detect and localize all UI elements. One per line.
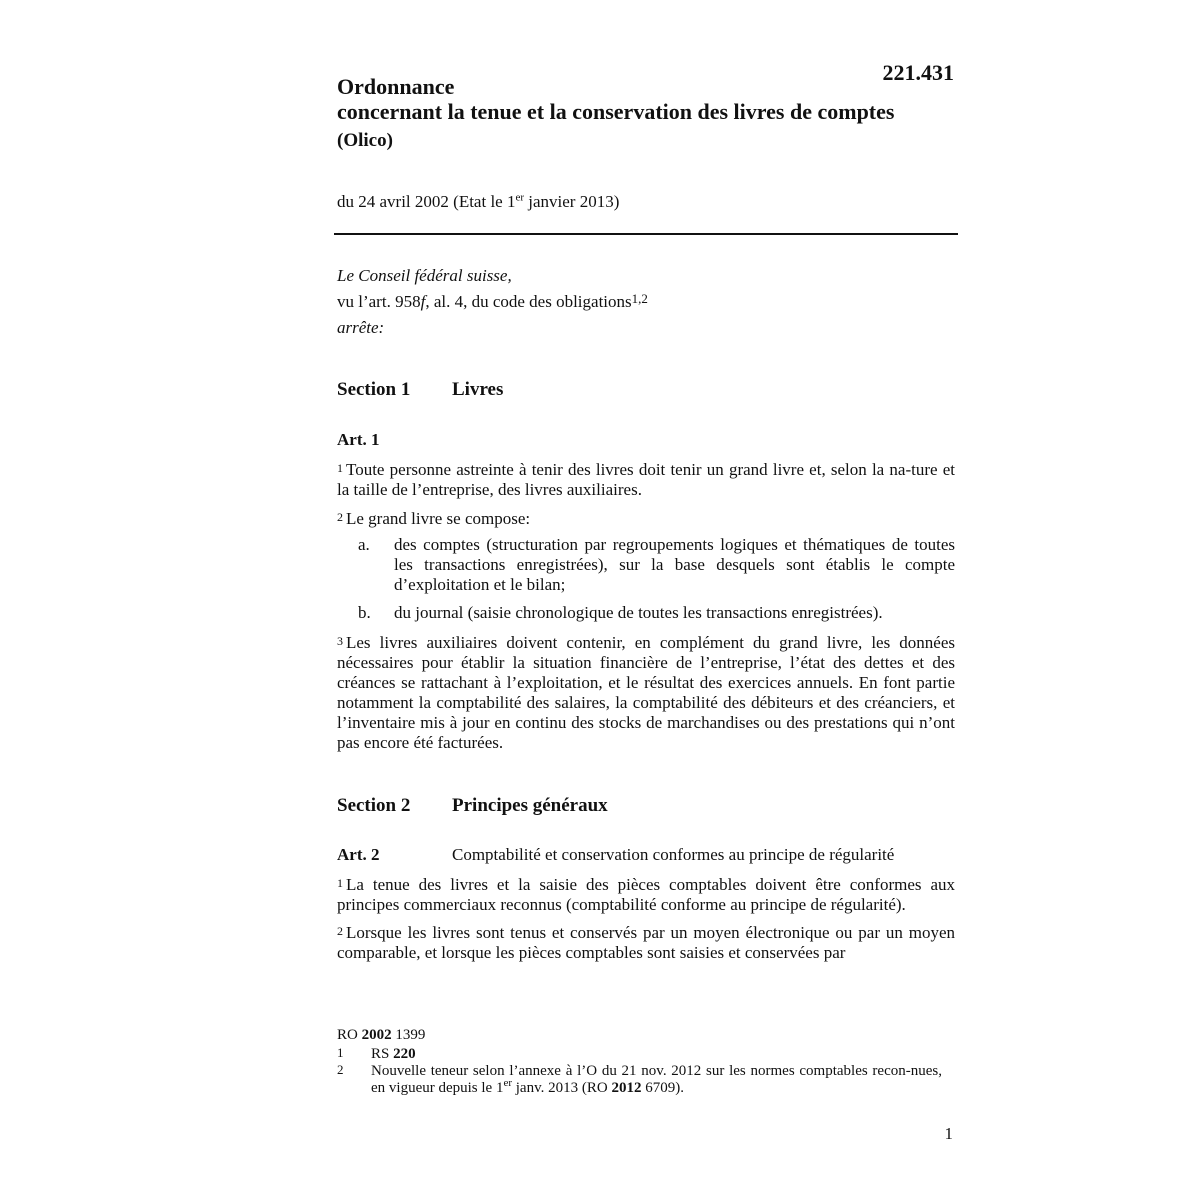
document-page: [337, 0, 957, 1200]
article-2-paragraph-1: 1 La tenue des livres et la saisie des pièces comptables doivent être conformes aux principes commerciaux reconnus (comptabilité conforme au principe de régularité).: [337, 875, 955, 914]
header-divider: [334, 233, 958, 235]
footnote-reference[interactable]: 1,2: [631, 291, 648, 306]
preamble-legal-basis: vu l’art. 958f, al. 4, du code des obligations$^{1,2}$: [337, 291, 648, 311]
preamble: [337, 263, 648, 341]
article-1-paragraph-2: 2 Le grand livre se compose:: [337, 509, 531, 528]
footnote-2: 2 Nouvelle teneur selon l’annexe à l’O du 21 nov. 2012 sur les normes comptables recon-nues, en vigueur depuis le 1er janv. 2013 (RO 2012 6709).: [337, 1062, 942, 1096]
list-item-a: a. des comptes (structuration par regroupements logiques et thématiques de toutes les transactions enregistrées), sur la base desquels sont établis le compte d’exploitation et le bilan;: [358, 535, 955, 594]
footnote-1: 1 RS 220: [337, 1045, 416, 1062]
article-2-paragraph-2: 2 Lorsque les livres sont tenus et conservés par un moyen électronique ou par un moyen comparable, et lorsque les pièces comptables sont saisies et conservées par: [337, 923, 955, 962]
article-2-title: Comptabilité et conservation conformes au principe de régularité: [452, 845, 895, 864]
title-line-2: concernant la tenue et la conservation des livres de comptes: [337, 99, 895, 124]
preamble-authority: Le Conseil fédéral suisse,: [337, 266, 512, 285]
list-item-b: b. du journal (saisie chronologique de toutes les transactions enregistrées).: [358, 603, 883, 622]
section-1-heading: Section 1 Livres: [337, 379, 504, 400]
article-1-heading: Art. 1: [337, 430, 380, 449]
article-1-paragraph-1: 1 Toute personne astreinte à tenir des livres doit tenir un grand livre et, selon la na-ture et la taille de l’entreprise, des livres auxiliaires.: [337, 460, 955, 499]
footnotes: [337, 1027, 942, 1097]
preamble-decree: arrête:: [337, 318, 385, 337]
article-2-heading: Art. 2 Comptabilité et conservation conformes au principe de régularité: [337, 845, 895, 864]
section-2-heading: Section 2 Principes généraux: [337, 795, 608, 816]
document-title: [337, 74, 894, 153]
page-number: 1: [944, 1124, 953, 1143]
title-line-1: Ordonnance: [337, 74, 455, 99]
sr-number: 221.431: [882, 60, 954, 85]
article-1-paragraph-3: 3 Les livres auxiliaires doivent contenir, en complément du grand livre, les données nécessaires pour établir la situation financière de l’entreprise, l’état des dettes et des créances se rattachant à l’exploitation, et le résultat des exercices annuels. En font partie notamment la comptabilité des salaires, la comptabilité des débiteurs et des créanciers, et l’inventaire mis à jour en continu des stocks de marchandises ou des prestations qui n’ont pas encore été facturées.: [337, 633, 955, 752]
footnote-ro: RO 2002 1399: [337, 1027, 426, 1043]
short-title: (Olico): [337, 130, 393, 151]
document-date: du 24 avril 2002 (Etat le 1er janvier 2013): [337, 191, 620, 211]
